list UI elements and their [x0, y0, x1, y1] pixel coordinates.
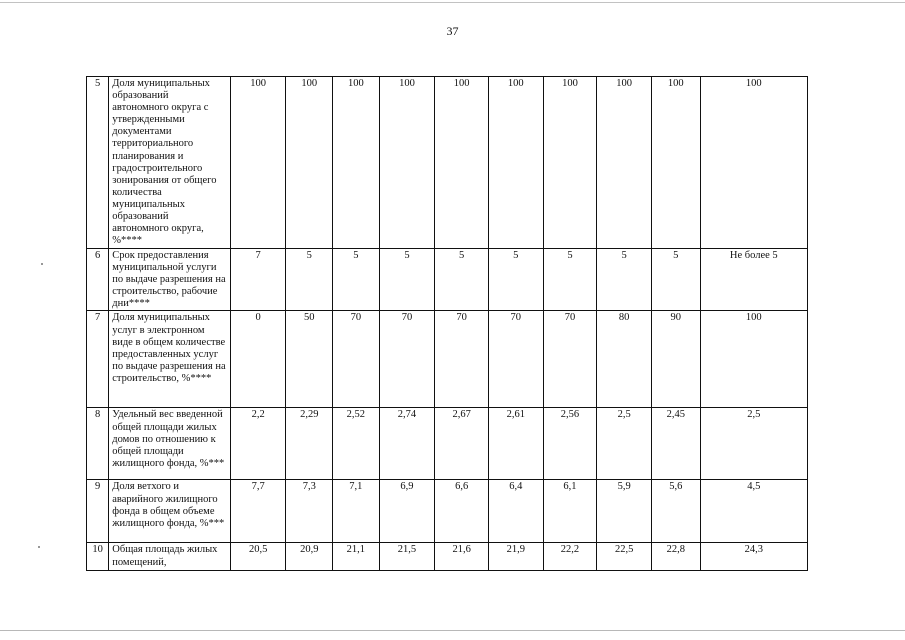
- value-cell: 2,61: [488, 408, 543, 480]
- value-cell: 6,1: [543, 480, 597, 543]
- value-cell: 100: [543, 77, 597, 249]
- value-cell: 5,9: [597, 480, 652, 543]
- value-cell: 6,6: [435, 480, 489, 543]
- value-cell: 21,6: [435, 543, 489, 571]
- row-number: 9: [87, 480, 109, 543]
- value-cell: 5: [488, 249, 543, 311]
- value-cell: 21,5: [379, 543, 435, 571]
- value-cell: 5: [379, 249, 435, 311]
- table-row: [87, 480, 808, 543]
- value-cell: 100: [286, 77, 333, 249]
- value-cell: 100: [597, 77, 652, 249]
- value-cell: 21,9: [488, 543, 543, 571]
- value-cell: 5,6: [651, 480, 700, 543]
- table-row: [87, 408, 808, 480]
- scan-edge-bottom: [0, 630, 905, 631]
- table-row: [87, 543, 808, 571]
- value-cell: 7,7: [230, 480, 286, 543]
- value-cell: 100: [435, 77, 489, 249]
- scan-speck: [38, 546, 40, 548]
- value-cell: 5: [543, 249, 597, 311]
- indicator-label: Общая площадь жилых помещений,: [109, 543, 231, 571]
- indicator-label: Доля муниципальных образований автономного округа с утвержденными документами территориального планирования и градостроительного зонирования от общего количества муниципальных образований автономного округа, %****: [109, 77, 231, 249]
- value-cell: 2,45: [651, 408, 700, 480]
- row-number: 7: [87, 311, 109, 408]
- scan-speck: [41, 263, 43, 265]
- value-cell: 80: [597, 311, 652, 408]
- value-cell: 7,3: [286, 480, 333, 543]
- value-cell: 5: [597, 249, 652, 311]
- value-cell: 100: [488, 77, 543, 249]
- value-cell: 90: [651, 311, 700, 408]
- value-cell: 70: [543, 311, 597, 408]
- value-cell: 6,9: [379, 480, 435, 543]
- table-row: [87, 311, 808, 408]
- value-cell: Не более 5: [700, 249, 807, 311]
- value-cell: 70: [488, 311, 543, 408]
- value-cell: 21,1: [333, 543, 380, 571]
- value-cell: 0: [230, 311, 286, 408]
- value-cell: 5: [333, 249, 380, 311]
- value-cell: 5: [286, 249, 333, 311]
- value-cell: 5: [435, 249, 489, 311]
- indicator-label: Доля ветхого и аварийного жилищного фонда в общем объеме жилищного фонда, %***: [109, 480, 231, 543]
- row-number: 6: [87, 249, 109, 311]
- value-cell: 2,56: [543, 408, 597, 480]
- value-cell: 20,5: [230, 543, 286, 571]
- indicators-table: [86, 76, 808, 571]
- value-cell: 2,29: [286, 408, 333, 480]
- value-cell: 100: [379, 77, 435, 249]
- value-cell: 100: [700, 311, 807, 408]
- value-cell: 100: [230, 77, 286, 249]
- value-cell: 22,8: [651, 543, 700, 571]
- value-cell: 22,2: [543, 543, 597, 571]
- value-cell: 2,67: [435, 408, 489, 480]
- value-cell: 5: [651, 249, 700, 311]
- value-cell: 2,2: [230, 408, 286, 480]
- value-cell: 2,5: [597, 408, 652, 480]
- table-row: [87, 249, 808, 311]
- value-cell: 24,3: [700, 543, 807, 571]
- row-number: 8: [87, 408, 109, 480]
- table-row: [87, 77, 808, 249]
- value-cell: 70: [435, 311, 489, 408]
- value-cell: 7: [230, 249, 286, 311]
- value-cell: 50: [286, 311, 333, 408]
- row-number: 10: [87, 543, 109, 571]
- value-cell: 6,4: [488, 480, 543, 543]
- value-cell: 2,5: [700, 408, 807, 480]
- indicator-label: Удельный вес введенной общей площади жилых домов по отношению к общей площади жилищного фонда, %***: [109, 408, 231, 480]
- value-cell: 20,9: [286, 543, 333, 571]
- row-number: 5: [87, 77, 109, 249]
- value-cell: 4,5: [700, 480, 807, 543]
- value-cell: 2,52: [333, 408, 380, 480]
- value-cell: 100: [651, 77, 700, 249]
- indicator-label: Доля муниципальных услуг в электронном виде в общем количестве предоставленных услуг по выдаче разрешения на строительство, %****: [109, 311, 231, 408]
- value-cell: 7,1: [333, 480, 380, 543]
- value-cell: 22,5: [597, 543, 652, 571]
- indicator-label: Срок предоставления муниципальной услуги по выдаче разрешения на строительство, рабочие дни****: [109, 249, 231, 311]
- scan-edge-top: [0, 2, 905, 3]
- value-cell: 70: [379, 311, 435, 408]
- value-cell: 100: [333, 77, 380, 249]
- value-cell: 100: [700, 77, 807, 249]
- value-cell: 2,74: [379, 408, 435, 480]
- value-cell: 70: [333, 311, 380, 408]
- page-number: 37: [446, 24, 459, 38]
